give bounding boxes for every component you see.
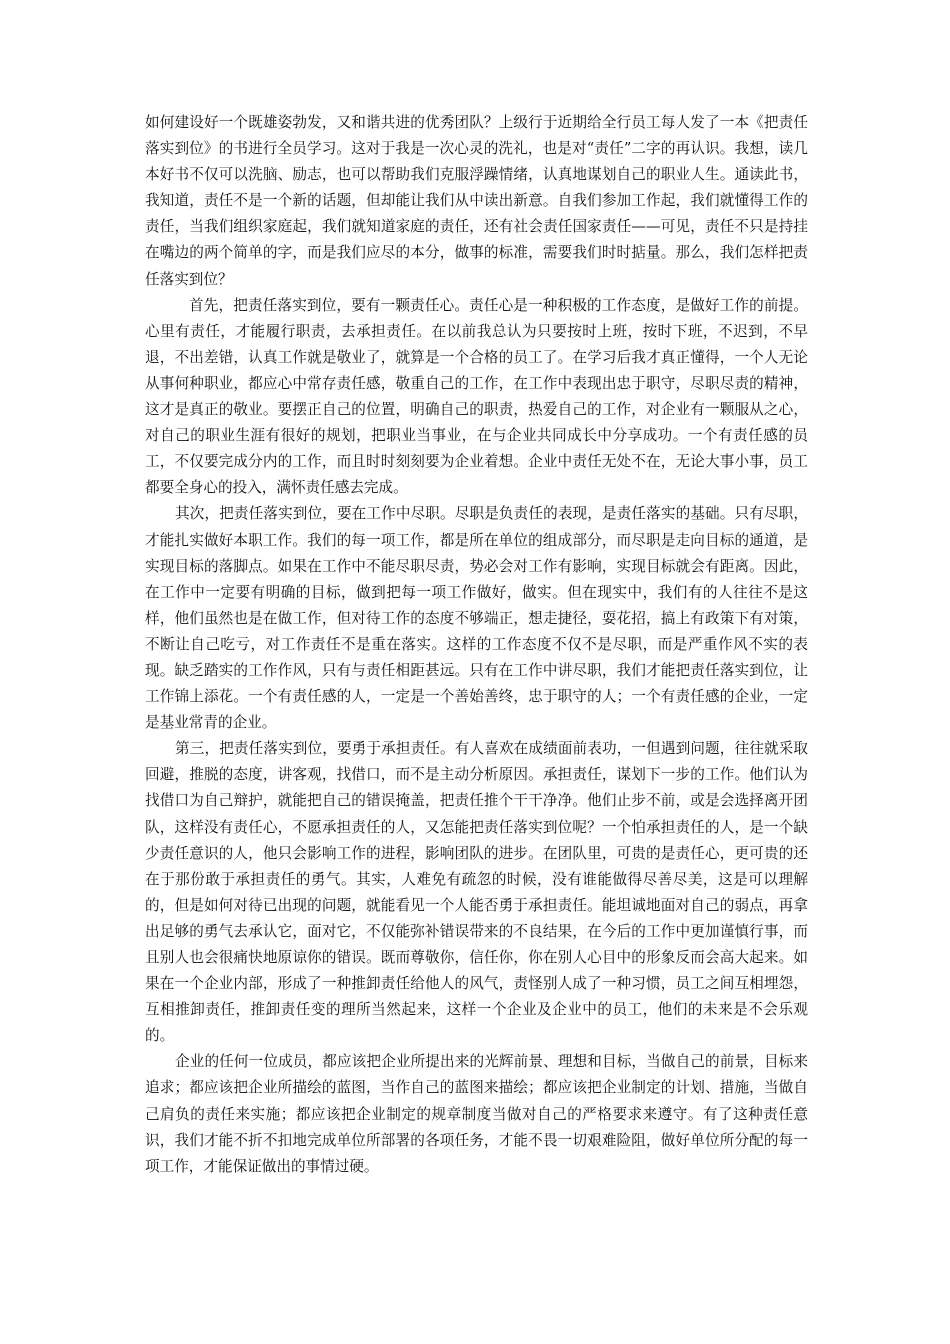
- paragraph-third-point: 第三，把责任落实到位，要勇于承担责任。有人喜欢在成绩面前表功，一但遇到问题，往往就采取回避，推脱的态度，讲客观，找借口，而不是主动分析原因。承担责任，谋划下一步的工作。他们认为找借口为自己辩护，就能把自己的错误掩盖，把责任推个干干净净。他们止步不前，或是会选择离开团队，这样没有责任心，不愿承担责任的人，又怎能把责任落实到位呢？一个怕承担责任的人，是一个缺少责任意识的人，他只会影响工作的进程，影响团队的进步。在团队里，可贵的是责任心，更可贵的还在于那份敢于承担责任的勇气。其实，人难免有疏忽的时候，没有谁能做得尽善尽美，这是可以理解的，但是如何对待已出现的问题，就能看见一个人能否勇于承担责任。能坦诚地面对自己的弱点，再拿出足够的勇气去承认它，面对它，不仅能弥补错误带来的不良结果，在今后的工作中更加谨慎行事，而且别人也会很痛快地原谅你的错误。既而尊敬你，信任你，你在别人心目中的形象反而会高大起来。如果在一个企业内部，形成了一种推卸责任给他人的风气，责怪别人成了一种习惯，员工之间互相埋怨，互相推卸责任，推卸责任变的理所当然起来，这样一个企业及企业中的员工，他们的未来是不会乐观的。: [145, 740, 808, 1045]
- paragraph-first-point: 首先，把责任落实到位，要有一颗责任心。责任心是一种积极的工作态度，是做好工作的前提。心里有责任，才能履行职责，去承担责任。在以前我总认为只要按时上班，按时下班，不迟到，不早退，不出差错，认真工作就是敬业了，就算是一个合格的员工了。在学习后我才真正懂得，一个人无论从事何种职业，都应心中常存责任感，敬重自己的工作，在工作中表现出忠于职守，尽职尽责的精神，这才是真正的敬业。要摆正自己的位置，明确自己的职责，热爱自己的工作，对企业有一颗服从之心，对自己的职业生涯有很好的规划，把职业当事业，在与企业共同成长中分享成功。一个有责任感的员工，不仅要完成分内的工作，而且时时刻刻要为企业着想。企业中责任无处不在，无论大事小事，员工都要全身心的投入，满怀责任感去完成。: [145, 296, 808, 497]
- document-body: [145, 110, 808, 1180]
- paragraph-intro: 如何建设好一个既雄姿勃发，又和谐共进的优秀团队？上级行于近期给全行员工每人发了一本《把责任落实到位》的书进行全员学习。这对于我是一次心灵的洗礼，也是对“责任”二字的再认识。我想，读几本好书不仅可以洗脑、励志，也可以帮助我们克服浮躁情绪，认真地谋划自己的职业人生。通读此书，我知道，责任不是一个新的话题，但却能让我们从中读出新意。自我们参加工作起，我们就懂得工作的责任，当我们组织家庭起，我们就知道家庭的责任，还有社会责任国家责任——可见，责任不只是持挂在嘴边的两个简单的字，而是我们应尽的本分，做事的标准，需要我们时时掂量。那么，我们怎样把责任落实到位？: [145, 114, 808, 288]
- paragraph-second-point: 其次，把责任落实到位，要在工作中尽职。尽职是负责任的表现，是责任落实的基础。只有尽职，才能扎实做好本职工作。我们的每一项工作，都是所在单位的组成部分，而尽职是走向目标的通道，是实现目标的落脚点。如果在工作中不能尽职尽责，势必会对工作有影响，实现目标就会有距离。因此，在工作中一定要有明确的目标，做到把每一项工作做好，做实。但在现实中，我们有的人往往不是这样，他们虽然也是在做工作，但对待工作的态度不够端正，想走捷径，耍花招，搞上有政策下有对策，不断让自己吃亏，对工作责任不是重在落实。这样的工作态度不仅不是尽职，而是严重作风不实的表现。缺乏踏实的工作作风，只有与责任相距甚远。只有在工作中讲尽职，我们才能把责任落实到位，让工作锦上添花。一个有责任感的人，一定是一个善始善终，忠于职守的人；一个有责任感的企业，一定是基业常青的企业。: [145, 505, 808, 732]
- paragraph-conclusion: 企业的任何一位成员，都应该把企业所提出来的光辉前景、理想和目标，当做自己的前景，目标来追求；都应该把企业所描绘的蓝图，当作自己的蓝图来描绘；都应该把企业制定的计划、措施，当做自己肩负的责任来实施；都应该把企业制定的规章制度当做对自己的严格要求来遵守。有了这种责任意识，我们才能不折不扣地完成单位所部署的各项任务，才能不畏一切艰难险阻，做好单位所分配的每一项工作，才能保证做出的事情过硬。: [145, 1053, 808, 1175]
